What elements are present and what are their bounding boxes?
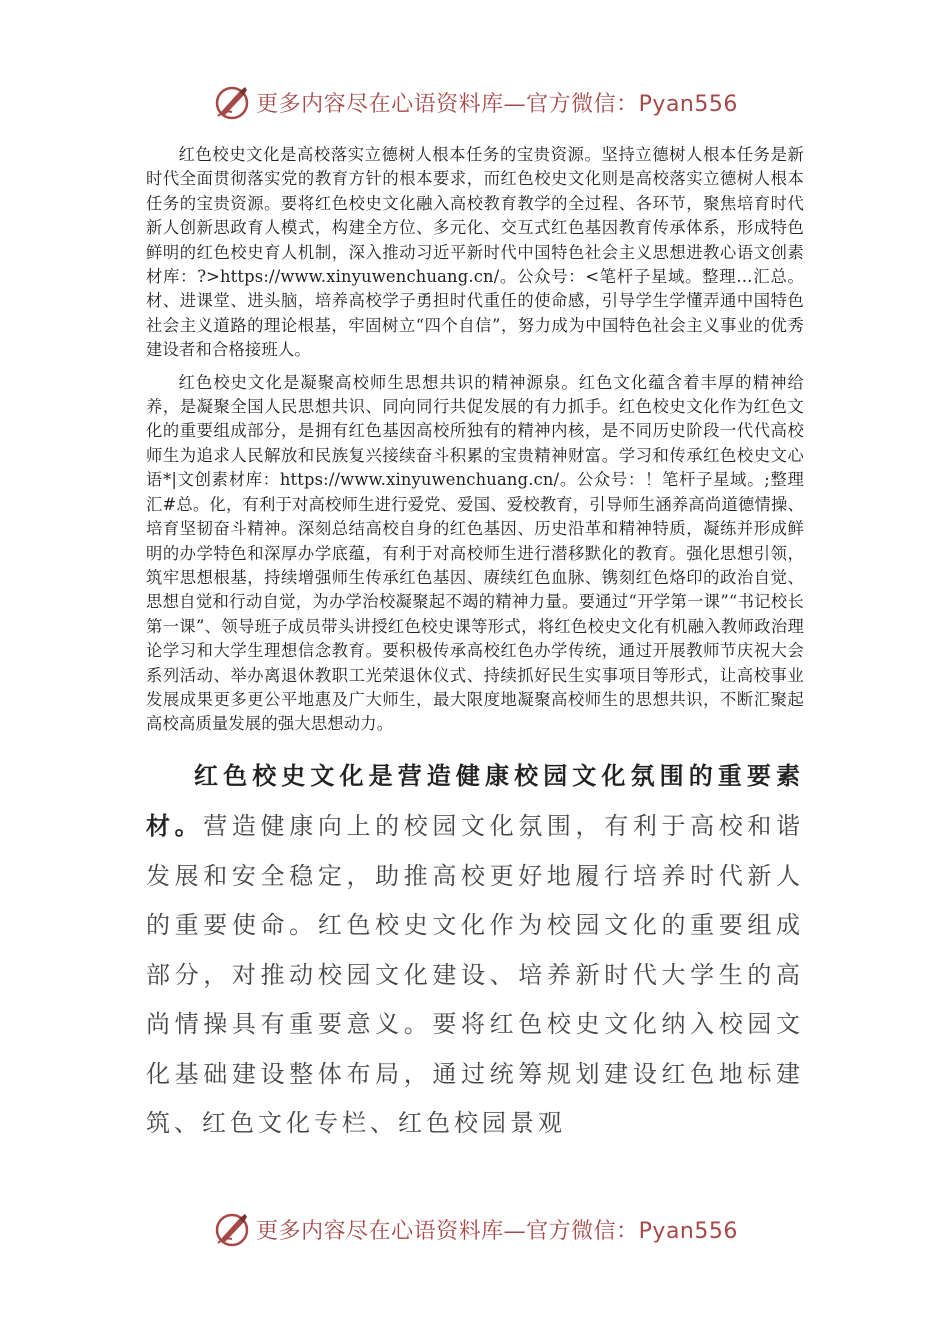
header-banner [0,82,950,122]
banner-title [256,1214,738,1245]
paragraph-3-body: 营造健康向上的校园文化氛围，有利于高校和谐发展和安全稳定，助推高校更好地履行培养时代新人的重要使命。红色校史文化作为校园文化的重要组成部分，对推动校园文化建设、培养新时代大学生的高尚情操具有重要意义。要将红色校史文化纳入校园文化基础建设整体布局，通过统筹规划建设红色地标建筑、红色文化专栏、红色校园景观 [146,812,805,1138]
document-body [146,143,804,1149]
pen-swirl-logo-icon [212,82,252,122]
paragraph-2: 红色校史文化是凝聚高校师生思想共识的精神源泉。红色文化蕴含着丰厚的精神给养，是凝聚全国人民思想共识、同向同行共促发展的有力抓手。红色校史文化作为红色文化的重要组成部分，是拥有红色基因高校所独有的精神内核，是不同历史阶段一代代高校师生为追求人民解放和民族复兴接续奋斗积累的宝贵精神财富。学习和传承红色校史文心语*|文创素材库：https://www.xinyuwenchuang.cn/。公众号：！笔杆子星域。;整理汇#总。化，有利于对高校师生进行爱党、爱国、爱校教育，引导师生涵养高尚道德情操、培育坚韧奋斗精神。深刻总结高校自身的红色基因、历史沿革和精神特质，凝练并形成鲜明的办学特色和深厚办学底蕴，有利于对高校师生进行潜移默化的教育。强化思想引领，筑牢思想根基，持续增强师生传承红色基因、赓续红色血脉、镌刻红色烙印的政治自觉、思想自觉和行动自觉，为办学治校凝聚起不竭的精神力量。要通过“开学第一课”“书记校长第一课”、领导班子成员带头讲授红色校史课等形式，将红色校史文化有机融入教师政治理论学习和大学生理想信念教育。要积极传承高校红色办学传统，通过开展教师节庆祝大会系列活动、举办离退休教职工光荣退休仪式、持续抓好民生实事项目等形式，让高校事业发展成果更多更公平地惠及广大师生，最大限度地凝聚高校师生的思想共识，不断汇聚起高校高质量发展的强大思想动力。 [146,372,804,734]
banner-title [256,87,738,118]
paragraph-3-lead: 红色校史文化是营造健康校园文化氛围的重要素材。 [146,760,804,841]
pen-swirl-logo-icon [212,1209,252,1249]
paragraph-3 [146,751,804,1149]
footer-banner [0,1209,950,1249]
wechat-id: Pyan556 [638,1218,738,1244]
banner-label: 更多内容尽在心语资料库—官方微信： [256,91,639,117]
paragraph-1: 红色校史文化是高校落实立德树人根本任务的宝贵资源。坚持立德树人根本任务是新时代全面贯彻落实党的教育方针的根本要求，而红色校史文化则是高校落实立德树人根本任务的宝贵资源。要将红色校史文化融入高校教育教学的全过程、各环节，聚焦培育时代新人创新思政育人模式，构建全方位、多元化、交互式红色基因教育传承体系，形成特色鲜明的红色校史育人机制，深入推动习近平新时代中国特色社会主义思想进教心语文创素材库：?>https://www.xinyuwenchuang.cn/。公众号：<笔杆子星域。整理…汇总。材、进课堂、进头脑，培养高校学子勇担时代重任的使命感，引导学生学懂弄通中国特色社会主义道路的理论根基，牢固树立“四个自信”，努力成为中国特色社会主义事业的优秀建设者和合格接班人。 [146,145,804,360]
banner-label: 更多内容尽在心语资料库—官方微信： [256,1218,639,1244]
wechat-id: Pyan556 [638,91,738,117]
